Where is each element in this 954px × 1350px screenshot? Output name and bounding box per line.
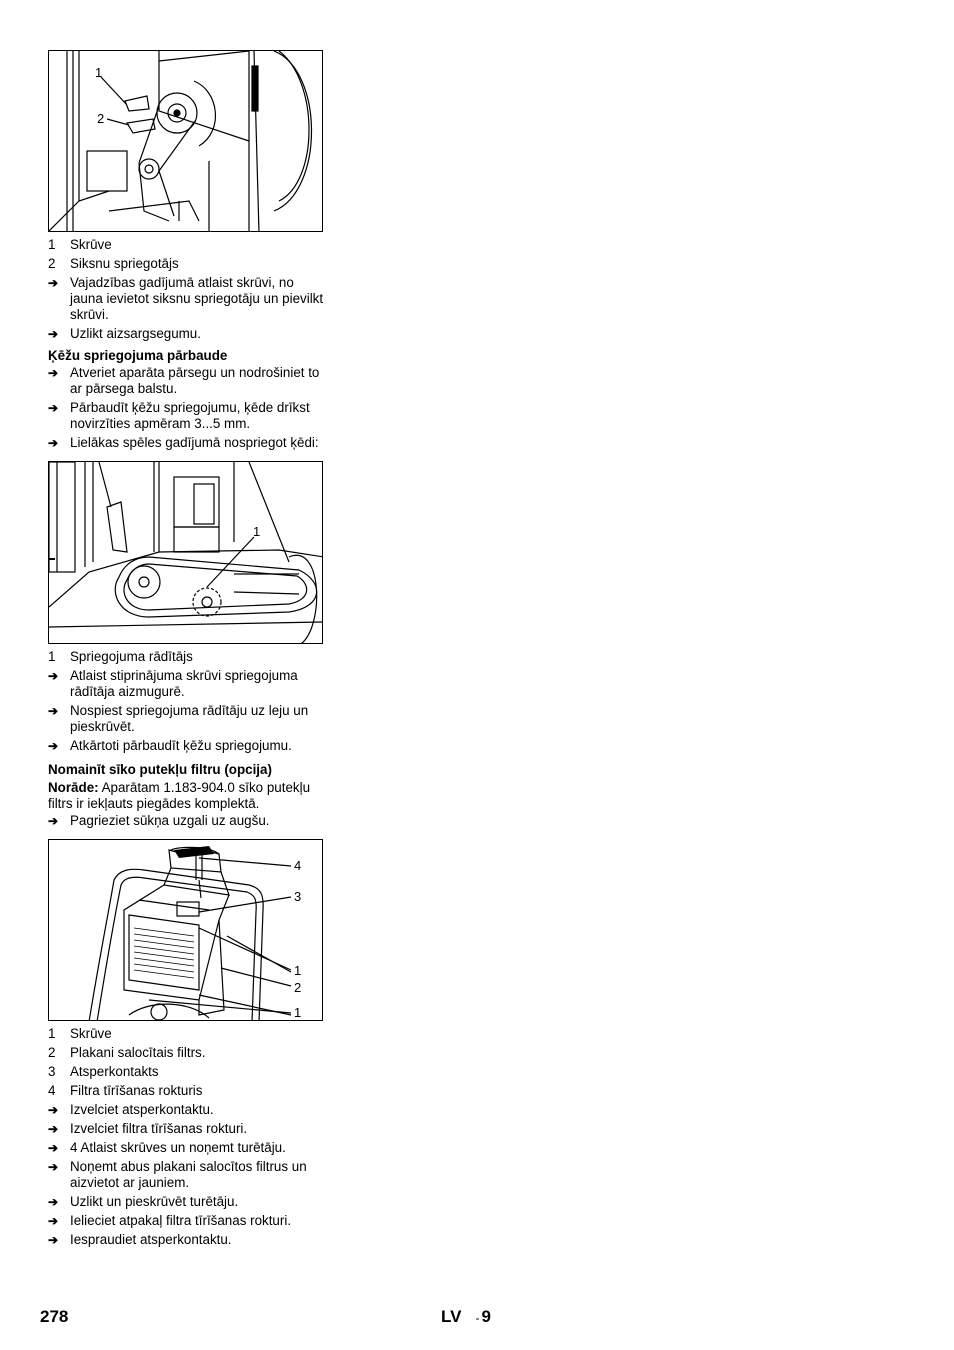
legend-item: 1 Skrūve: [48, 1026, 112, 1041]
chain-tension-illustration: [49, 462, 323, 644]
fig3-callout-1-upper: 1: [294, 963, 302, 978]
fig2-legend: [48, 649, 324, 665]
arrow-icon: ➔: [48, 327, 59, 341]
steps-chain: [48, 365, 324, 451]
legend-item: 4 Filtra tīrīšanas rokturis: [48, 1083, 203, 1098]
arrow-icon: ➔: [48, 739, 59, 753]
content-column: [48, 50, 324, 1248]
step-item: ➔ Atveriet aparāta pārsegu un nodrošiniet to ar pārsega balstu.: [48, 365, 320, 396]
steps-2: [48, 668, 324, 754]
legend-item: 1 Skrūve: [48, 237, 112, 252]
steps-filter: [48, 813, 324, 829]
fig3-callout-3: 3: [294, 889, 302, 904]
arrow-icon: ➔: [48, 669, 59, 683]
section-heading-chain: Ķēžu spriegojuma pārbaude: [48, 348, 228, 363]
step-item: ➔ Noņemt abus plakani salocītos filtrus un aizvietot ar jauniem.: [48, 1159, 307, 1190]
arrow-icon: ➔: [48, 814, 59, 828]
fine-dust-filter-illustration: [49, 840, 323, 1021]
section-heading-filter: Nomainīt sīko putekļu filtru (opcija): [48, 762, 272, 777]
steps-1: [48, 275, 324, 342]
arrow-icon: ➔: [48, 704, 59, 718]
arrow-icon: ➔: [48, 401, 59, 415]
fig2-callout-1: 1: [253, 524, 261, 539]
figure-chain-tension: [48, 461, 323, 644]
step-item: ➔ Ielieciet atpakaļ filtra tīrīšanas rokturi.: [48, 1213, 292, 1228]
fig3-legend: [48, 1026, 324, 1099]
arrow-icon: ➔: [48, 1141, 59, 1155]
legend-item: 3 Atsperkontakts: [48, 1064, 159, 1079]
step-item: ➔ Nospiest spriegojuma rādītāju uz leju un pieskrūvēt.: [48, 703, 309, 734]
step-item: ➔ Pagrieziet sūkņa uzgali uz augšu.: [48, 813, 270, 828]
fig1-legend: [48, 237, 324, 272]
legend-item: 1 Spriegojuma rādītājs: [48, 649, 193, 664]
step-item: ➔ Izvelciet atsperkontaktu.: [48, 1102, 214, 1117]
step-item: ➔ Uzlikt aizsargsegumu.: [48, 326, 201, 341]
arrow-icon: ➔: [48, 276, 59, 290]
language-page-marker: [441, 1307, 491, 1327]
steps-3: [48, 1102, 324, 1248]
figure-fine-dust-filter: [48, 839, 323, 1021]
step-item: ➔ Iespraudiet atsperkontaktu.: [48, 1232, 232, 1247]
arrow-icon: ➔: [48, 366, 59, 380]
step-item: ➔ Lielākas spēles gadījumā nospriegot ķēdi:: [48, 435, 319, 450]
arrow-icon: ➔: [48, 1214, 59, 1228]
arrow-icon: ➔: [48, 1122, 59, 1136]
step-item: ➔ Atlaist stiprinājuma skrūvi spriegojuma rādītāja aizmugurē.: [48, 668, 298, 699]
arrow-icon: ➔: [48, 1195, 59, 1209]
step-item: ➔ Pārbaudīt ķēžu spriegojumu, ķēde drīkst novirzīties apmēram 3...5 mm.: [48, 400, 310, 431]
legend-item: 2 Plakani salocītais filtrs.: [48, 1045, 206, 1060]
step-item: ➔ Vajadzības gadījumā atlaist skrūvi, no jauna ievietot siksnu spriegotāju un pievilkt skrūvi.: [48, 275, 324, 322]
figure-belt-tensioner: [48, 50, 323, 232]
arrow-icon: ➔: [48, 1160, 59, 1174]
fig3-callout-2: 2: [294, 980, 302, 995]
sub-page-number: 9: [481, 1307, 491, 1326]
page-dash: -: [475, 1311, 480, 1325]
arrow-icon: ➔: [48, 1103, 59, 1117]
fig1-callout-1: 1: [95, 65, 103, 80]
step-item: ➔ Uzlikt un pieskrūvēt turētāju.: [48, 1194, 239, 1209]
belt-tensioner-illustration: [49, 51, 323, 232]
fig3-callout-1-lower: 1: [294, 1005, 302, 1020]
fig1-callout-2: 2: [97, 111, 105, 126]
step-item: ➔ 4 Atlaist skrūves un noņemt turētāju.: [48, 1140, 286, 1155]
note-paragraph: Norāde: Aparātam 1.183-904.0 sīko putekļu filtrs ir iekļauts piegādes komplektā.: [48, 780, 311, 811]
arrow-icon: ➔: [48, 436, 59, 450]
language-code: LV: [441, 1307, 462, 1326]
page-number: 278: [40, 1307, 69, 1326]
step-item: ➔ Atkārtoti pārbaudīt ķēžu spriegojumu.: [48, 738, 292, 753]
arrow-icon: ➔: [48, 1233, 59, 1247]
step-item: ➔ Izvelciet filtra tīrīšanas rokturi.: [48, 1121, 248, 1136]
fig3-callout-4: 4: [294, 858, 302, 873]
legend-item: 2 Siksnu spriegotājs: [48, 256, 179, 271]
